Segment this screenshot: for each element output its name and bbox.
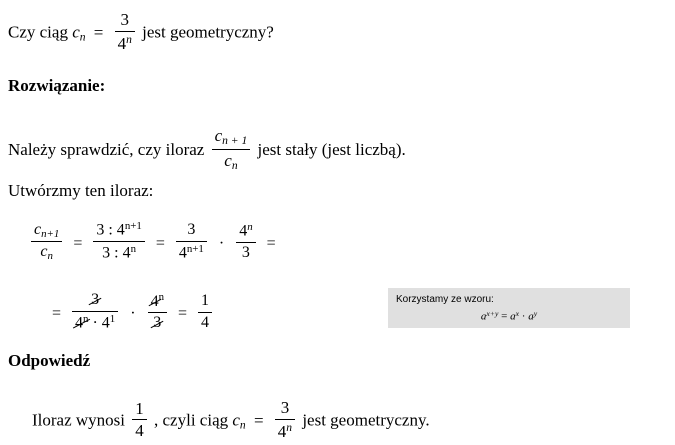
question-variable-subscript: n — [79, 30, 86, 44]
note-formula-rhs-exponent-2: y — [533, 308, 538, 318]
note-formula-rhs-base-2: a — [528, 309, 534, 322]
calc1-lhs-denominator-var: c — [40, 243, 48, 261]
step1-suffix: jest stały (jest liczbą). — [257, 139, 406, 159]
calc1-f3-denominator-exponent: n+1 — [186, 242, 204, 255]
calc1-lhs-denominator-sub: n — [47, 250, 53, 263]
calc2-equals-0: = — [52, 304, 62, 322]
calc2-f1-numerator — [72, 291, 118, 311]
answer-variable-subscript: n — [239, 418, 246, 432]
calc2-fraction-2 — [148, 291, 167, 332]
step1-prefix: Należy sprawdzić, czy iloraz — [8, 139, 205, 159]
calc1-equals-1: = — [73, 234, 83, 252]
question-fraction-denominator — [115, 32, 135, 54]
step1-line — [8, 128, 406, 174]
question-fraction-denominator-exponent: n — [126, 32, 132, 46]
calc1-fraction-4 — [236, 221, 255, 262]
calc2-f1-den-dot: · — [92, 314, 98, 332]
calc1-f4-numerator-exponent: n — [247, 221, 253, 234]
calc2-f2-numerator — [148, 291, 167, 313]
step1-ratio-denominator-sub: n — [231, 159, 238, 173]
calculation-line-2 — [48, 293, 215, 334]
calc2-f1-denominator — [72, 312, 118, 333]
answer-f2-denominator-exponent: n — [286, 420, 293, 434]
question-fraction — [115, 10, 135, 53]
note-formula-dot: · — [521, 309, 526, 322]
calc1-f2-numerator — [93, 220, 144, 242]
step1-ratio-fraction — [212, 126, 251, 172]
calc1-f4-numerator-base: 4 — [239, 222, 248, 240]
note-formula-rhs-exponent-1: x — [515, 308, 520, 318]
question-fraction-numerator: 3 — [115, 10, 135, 32]
answer-prefix: Iloraz wynosi — [32, 410, 126, 430]
step1-ratio-denominator — [212, 150, 251, 173]
answer-f1-denominator: 4 — [135, 421, 144, 441]
calc1-lhs-numerator — [31, 221, 62, 243]
calc2-f1-den-exponent: n — [83, 312, 89, 325]
answer-f2-denominator — [275, 420, 295, 442]
calc2-f2-denominator — [148, 313, 167, 332]
note-box-title: Korzystamy ze wzoru: — [396, 294, 494, 305]
question-fraction-denominator-base: 4 — [117, 33, 127, 53]
calc1-fraction-2 — [93, 220, 144, 263]
calc1-f3-denominator — [176, 242, 207, 263]
step1-ratio-numerator-sub: n + 1 — [222, 134, 248, 148]
formula-note-box — [388, 288, 630, 328]
calc1-multiply-dot: · — [218, 234, 225, 252]
calc1-equals-3: = — [266, 234, 276, 252]
step1-ratio-denominator-var: c — [224, 150, 232, 170]
calc2-f2-num-base: 4 — [150, 293, 159, 311]
step1-ratio-numerator-var: c — [214, 126, 223, 146]
step1-ratio-numerator — [212, 126, 251, 150]
answer-variable: c — [232, 410, 240, 430]
calc1-equals-2: = — [155, 234, 165, 252]
calc1-fraction-3 — [176, 221, 207, 262]
note-box-formula — [396, 309, 622, 324]
question-suffix: jest geometryczny? — [142, 22, 274, 42]
calc2-fraction-1 — [72, 291, 118, 332]
calc1-lhs-numerator-var: c — [34, 220, 42, 238]
calc2-f2-num-exponent: n — [158, 291, 164, 304]
calc2-f2-denominator-cancelled: 3 — [153, 314, 162, 332]
calc1-f2-numerator-text: 3 : 4 — [96, 222, 125, 240]
calc1-f4-numerator — [236, 221, 255, 243]
question-variable: c — [72, 22, 80, 42]
calc2-f1-den-exponent-2: 1 — [109, 312, 116, 325]
step2-line: Utwórzmy ten iloraz: — [8, 181, 154, 200]
calc1-f3-denominator-base: 4 — [178, 244, 187, 262]
solution-heading: Rozwiązanie: — [8, 76, 106, 95]
question-equals: = — [93, 23, 104, 43]
calc1-lhs-denominator — [31, 242, 62, 263]
calc2-equals-1: = — [178, 304, 188, 322]
calc1-lhs-numerator-sub: n+1 — [41, 227, 60, 240]
answer-fraction-2 — [275, 398, 295, 441]
calc1-f4-denominator: 3 — [241, 244, 250, 262]
note-formula-rhs-base-1: a — [510, 309, 516, 322]
answer-fraction-1 — [132, 399, 147, 441]
note-formula-equals: = — [501, 309, 508, 322]
note-formula-base: a — [480, 309, 487, 322]
answer-line — [32, 400, 430, 443]
answer-middle-text: , czyli ciąg — [154, 410, 229, 430]
calc1-f2-denominator-text: 3 : 4 — [102, 245, 131, 263]
calc2-f1-den-base-2: 4 — [101, 314, 110, 332]
calculation-line-1 — [28, 222, 280, 265]
question-prefix: Czy ciąg — [8, 22, 68, 42]
calc2-fraction-3 — [198, 292, 212, 332]
calc2-f3-denominator: 4 — [201, 313, 210, 331]
calc2-f1-den-base: 4 — [75, 314, 84, 332]
answer-f1-numerator: 1 — [132, 399, 147, 421]
answer-equals: = — [253, 411, 264, 431]
calc1-f2-denominator — [93, 242, 144, 263]
note-formula-exponent: x+y — [486, 308, 499, 318]
calc2-multiply-dot: · — [130, 304, 136, 322]
calc1-lhs-fraction — [31, 221, 62, 263]
calc2-f3-numerator: 1 — [198, 292, 212, 312]
answer-f2-denominator-base: 4 — [277, 421, 287, 441]
question-line — [8, 12, 274, 55]
answer-f2-numerator: 3 — [275, 398, 295, 420]
calc2-f2-numerator-cancelled — [151, 293, 159, 311]
answer-heading: Odpowiedź — [8, 351, 91, 370]
calc2-f1-numerator-cancelled: 3 — [91, 291, 100, 309]
calc1-f2-denominator-exponent: n — [130, 243, 137, 256]
calc2-f1-denominator-cancelled — [75, 313, 88, 333]
answer-suffix: jest geometryczny. — [302, 410, 430, 430]
calc1-f3-numerator: 3 — [176, 221, 207, 241]
calc1-f2-numerator-exponent: n+1 — [124, 220, 142, 233]
